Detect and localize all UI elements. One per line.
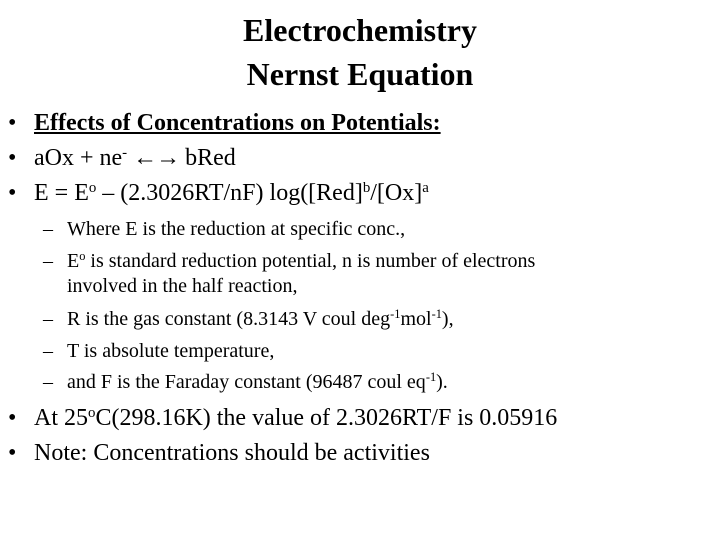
dash-marker: – [43, 218, 53, 240]
title-line-1: Electrochemistry [243, 12, 477, 48]
subbullet-text: T is absolute temperature, [67, 340, 275, 362]
subbullet-text: Where E is the reduction at specific conc., [67, 218, 406, 240]
bullet-marker: • [8, 440, 17, 466]
nernst-equation-text: $E = E^o - (2.3026RT/nF)$ $\log([Red]^b/[Ox]^a$ [34, 179, 429, 206]
double-arrow-icon: ←→ [133, 145, 180, 171]
dash-marker: – [43, 340, 53, 362]
subbullet-text: $E^o$ is standard reduction potential, n is number of electrons [67, 249, 536, 272]
value-at-25c-text: At 25$^o$C(298.16K) the value of 2.3026RT/F is 0.05916 [34, 404, 558, 431]
subbullet-text: and F is the Faraday constant (96487 coul $eq^{-1}$). [67, 370, 448, 393]
half-reaction-text: aOx + ne- ←→ bRed [34, 144, 236, 171]
bullet-marker: • [8, 110, 17, 136]
subbullet-text: involved in the half reaction, [67, 275, 298, 297]
note-text: Note: Concentrations should be activities [34, 440, 430, 466]
bullet-marker: • [8, 180, 17, 206]
dash-marker: – [43, 371, 53, 393]
slide-title [0, 8, 720, 96]
title-line-2: Nernst Equation [246, 56, 474, 92]
dash-marker: – [43, 308, 53, 330]
bullet-marker: • [8, 145, 17, 171]
subbullet-text: R is the gas constant (8.3143 V coul deg$^{-1}$mol$^{-1}$), [67, 307, 454, 330]
bullet-marker: • [8, 405, 17, 431]
bullet-effects-text: Effects of Concentrations on Potentials: [34, 110, 441, 136]
dash-marker: – [43, 250, 53, 272]
